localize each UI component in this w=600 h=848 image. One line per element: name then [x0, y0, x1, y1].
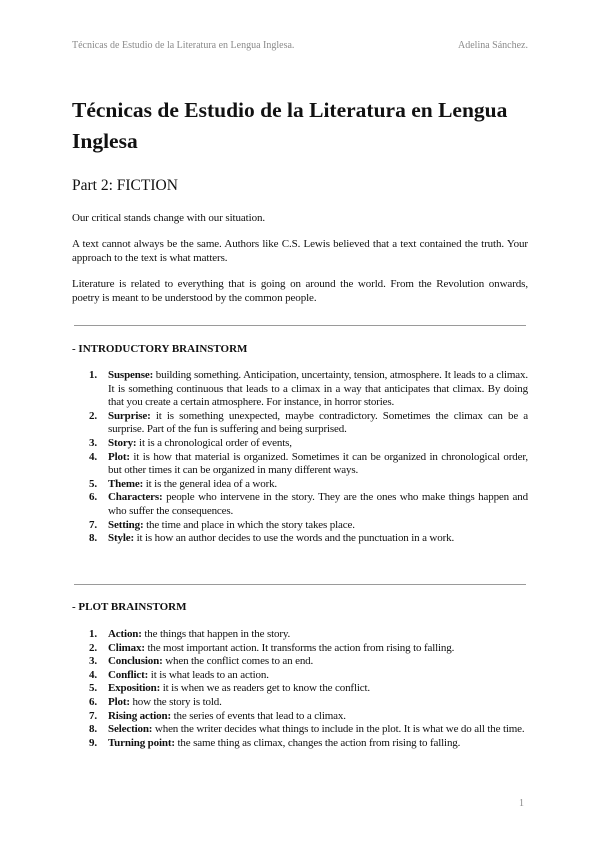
list-item: [89, 682, 528, 696]
term-label: Style:: [108, 532, 134, 545]
item-number: 5.: [89, 682, 97, 695]
term-label: Setting:: [108, 518, 144, 531]
list-item: [89, 477, 528, 492]
term-label: Conclusion:: [108, 655, 163, 668]
intro-paragraph: Literature is related to everything that is going on around the world. From the Revolution onwards, poetry is meant to be understood by the common people.: [72, 278, 528, 304]
list-item: [89, 450, 528, 478]
section-divider: [74, 325, 526, 326]
term-definition: when the conflict comes to an end.: [162, 655, 314, 668]
item-number: 6.: [89, 695, 97, 708]
list-item: [89, 518, 528, 533]
plot-terms-list: [89, 628, 528, 750]
item-number: 5.: [89, 477, 97, 490]
term-definition: how the story is told.: [129, 695, 222, 708]
item-number: 1.: [89, 628, 97, 640]
term-definition: people who intervene in the story. They are the ones who make things happen and who suffer the consequences.: [108, 491, 528, 517]
item-number: 8.: [89, 532, 97, 545]
term-definition: when the writer decides what things to include in the plot. It is what we do all the time.: [152, 723, 525, 736]
list-item: [89, 409, 528, 437]
term-label: Selection:: [108, 723, 153, 736]
list-item: [89, 709, 528, 724]
term-label: Theme:: [108, 477, 144, 490]
term-definition: it is a chronological order of events,: [136, 436, 292, 449]
item-number: 4.: [89, 450, 97, 463]
document-title: Técnicas de Estudio de la Literatura en Lengua Inglesa: [72, 98, 508, 153]
intro-paragraph: A text cannot always be the same. Authors like C.S. Lewis believed that a text contained the truth. Your approach to the text is what matters.: [72, 238, 528, 264]
part-heading: Part 2: FICTION: [72, 177, 178, 194]
term-label: Turning point:: [108, 736, 175, 749]
list-item: [89, 668, 528, 683]
item-number: 8.: [89, 723, 97, 736]
item-number: 9.: [89, 736, 97, 749]
header-author: Adelina Sánchez.: [458, 40, 528, 51]
term-definition: it is how that material is organized. Sometimes it can be organized in chronological order, but other times it can be organized in many different ways.: [108, 450, 528, 477]
item-number: 4.: [89, 668, 97, 681]
term-label: Story:: [108, 436, 137, 449]
list-item: [89, 628, 528, 642]
list-item: [89, 369, 528, 410]
list-item: [89, 736, 528, 751]
list-item: [89, 695, 528, 710]
list-item: [89, 532, 528, 546]
introductory-brainstorm-heading: - INTRODUCTORY BRAINSTORM: [72, 343, 248, 355]
list-item: [89, 723, 528, 737]
page-number: 1: [519, 798, 524, 809]
term-label: Plot:: [108, 695, 130, 708]
intro-paragraph: Our critical stands change with our situation.: [72, 212, 266, 224]
item-number: 7.: [89, 518, 97, 531]
term-definition: the series of events that lead to a climax.: [171, 709, 346, 722]
term-definition: the things that happen in the story.: [141, 628, 291, 640]
term-definition: building something. Anticipation, uncertainty, tension, atmosphere. It leads to a climax. It is something continuous that leads to a climax in a way that anticipates that climax. By doing that you create a certain atmosphere. For instance, in horror stories.: [108, 369, 528, 409]
term-definition: it is the general idea of a work.: [143, 477, 278, 490]
term-label: Suspense:: [108, 369, 154, 381]
item-number: 3.: [89, 436, 97, 449]
running-header: [72, 40, 528, 51]
item-number: 3.: [89, 655, 97, 668]
list-item: [89, 641, 528, 656]
term-label: Plot:: [108, 450, 130, 463]
item-number: 7.: [89, 709, 97, 722]
section-divider: [74, 584, 526, 585]
plot-brainstorm-heading: - PLOT BRAINSTORM: [72, 601, 187, 613]
term-definition: it is how an author decides to use the words and the punctuation in a work.: [133, 532, 455, 545]
term-definition: the same thing as climax, changes the action from rising to falling.: [174, 736, 461, 749]
item-number: 1.: [89, 369, 97, 381]
term-label: Climax:: [108, 641, 145, 654]
term-label: Rising action:: [108, 709, 171, 722]
list-item: [89, 436, 528, 451]
term-definition: the time and place in which the story takes place.: [143, 518, 355, 531]
term-label: Conflict:: [108, 668, 149, 681]
term-definition: it is something unexpected, maybe contradictory. Sometimes the climax can be a surprise. Part of the fun is suffering and being surprised.: [108, 409, 528, 436]
term-label: Action:: [108, 628, 142, 640]
introductory-terms-list: [89, 369, 528, 546]
list-item: [89, 491, 528, 518]
item-number: 6.: [89, 491, 97, 504]
term-label: Characters:: [108, 491, 163, 504]
item-number: 2.: [89, 409, 97, 422]
list-item: [89, 655, 528, 669]
term-definition: the most important action. It transforms the action from rising to falling.: [144, 641, 455, 654]
term-label: Surprise:: [108, 409, 151, 422]
item-number: 2.: [89, 641, 97, 654]
term-definition: it is what leads to an action.: [148, 668, 269, 681]
header-course-title: Técnicas de Estudio de la Literatura en Lengua Inglesa.: [72, 40, 295, 51]
term-definition: it is when we as readers get to know the conflict.: [160, 682, 370, 695]
term-label: Exposition:: [108, 682, 161, 695]
